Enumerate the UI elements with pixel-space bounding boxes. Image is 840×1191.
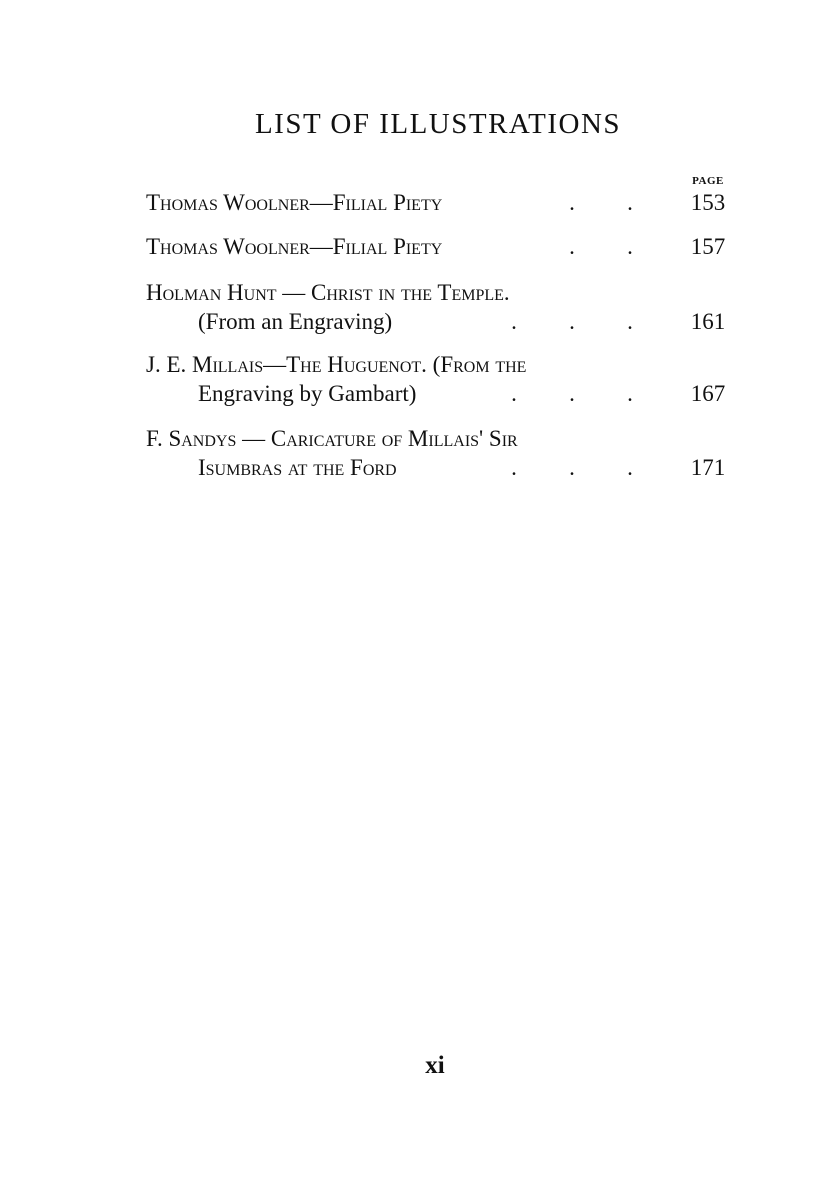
illustration-subtitle: Engraving by Gambart) <box>198 381 417 406</box>
illustration-entry <box>146 424 730 482</box>
leader-dot: . <box>627 190 633 215</box>
illustration-title: Thomas Woolner—Filial Piety <box>146 190 443 215</box>
illustration-entry <box>146 278 730 336</box>
leader-dot: . <box>569 455 575 480</box>
leader-dot: . <box>511 455 517 480</box>
page-number: 157 <box>690 234 726 259</box>
illustration-entry <box>146 188 730 217</box>
illustration-subtitle: Isumbras at the Ford <box>198 455 397 480</box>
page-number: 167 <box>690 381 726 406</box>
page-number: 161 <box>690 309 726 334</box>
page-column-heading: PAGE <box>692 175 724 187</box>
leader-dot: . <box>511 309 517 334</box>
leader-dot: . <box>627 234 633 259</box>
leader-dot: . <box>627 455 633 480</box>
page-title: LIST OF ILLUSTRATIONS <box>254 108 622 140</box>
illustration-entry <box>146 350 730 408</box>
leader-dot: . <box>511 381 517 406</box>
illustration-title: F. Sandys — Caricature of Millais' Sir <box>146 426 518 451</box>
illustration-subtitle: (From an Engraving) <box>198 309 393 334</box>
illustration-title: Holman Hunt — Christ in the Temple. <box>146 280 510 305</box>
illustration-title: Thomas Woolner—Filial Piety <box>146 234 443 259</box>
page-number: 153 <box>690 190 726 215</box>
illustration-entry <box>146 232 730 261</box>
leader-dot: . <box>569 190 575 215</box>
leader-dot: . <box>569 381 575 406</box>
leader-dot: . <box>569 234 575 259</box>
leader-dot: . <box>627 381 633 406</box>
leader-dot: . <box>627 309 633 334</box>
page-number: 171 <box>690 455 726 480</box>
leader-dot: . <box>569 309 575 334</box>
folio-page-number: xi <box>425 1052 445 1079</box>
illustration-title: J. E. Millais—The Huguenot. (From the <box>146 352 527 377</box>
